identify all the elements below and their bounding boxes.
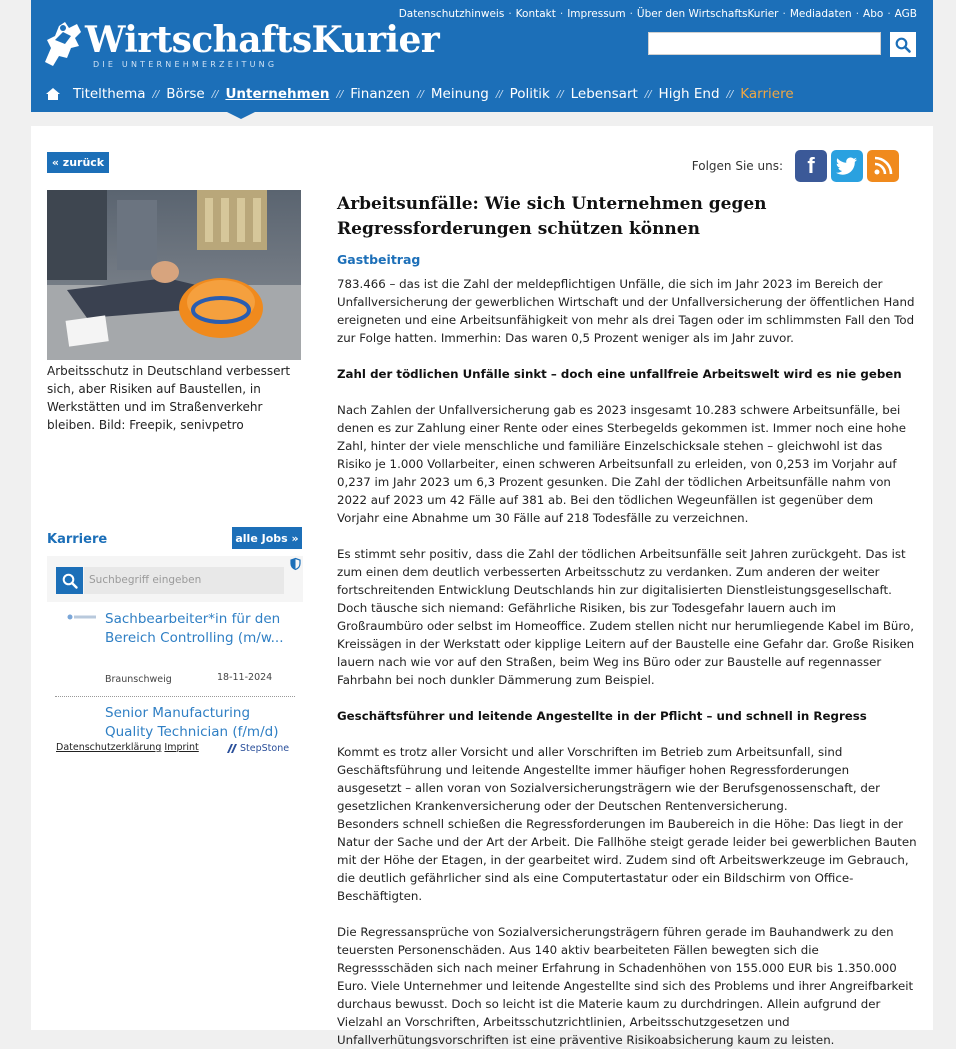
- nav-separator: //: [495, 88, 503, 100]
- meta-link-mediadaten[interactable]: Mediadaten: [789, 8, 852, 20]
- meta-links: Datenschutzhinweis · Kontakt · Impressum · Über den WirtschaftsKurier · Mediadaten · Abo · AGB: [398, 8, 917, 20]
- meta-link-agb[interactable]: AGB: [894, 8, 917, 20]
- site-search-input[interactable]: [648, 32, 881, 55]
- active-nav-indicator: [227, 112, 255, 119]
- follow-label: Folgen Sie uns:: [691, 159, 783, 173]
- nav-item-politik[interactable]: Politik: [509, 86, 550, 102]
- nav-item-meinung[interactable]: Meinung: [430, 86, 489, 102]
- home-icon[interactable]: [45, 87, 61, 101]
- nav-separator: //: [211, 88, 219, 100]
- privacy-link[interactable]: Datenschutzerklärung: [56, 742, 162, 753]
- meta-link-datenschutzhinweis[interactable]: Datenschutzhinweis: [398, 8, 505, 20]
- site-header: [31, 0, 933, 112]
- social-follow: [692, 150, 899, 182]
- nav-item-unternehmen[interactable]: Unternehmen: [225, 86, 330, 102]
- widget-legal-links: [56, 742, 199, 753]
- job-list-item[interactable]: [47, 602, 303, 697]
- nav-separator: //: [556, 88, 564, 100]
- imprint-link[interactable]: Imprint: [164, 742, 199, 753]
- job-widget: [47, 556, 303, 782]
- article-paragraph: Es stimmt sehr positiv, dass die Zahl der tödlichen Arbeitsunfälle seit Jahren zurückgeht. Das ist zum einen dem deutlich verbesserten Arbeitsschutz zu verdanken. Zum anderen der weiter fortschreitenden Entwicklung Deutschlands hin zur digitalisierten Dienstleistungsgesellschaft. Doch täusche sich niemand: Gefährliche Risiken, bis zur Todesgefahr lauern auch im Großraumbüro oder selbst im Homeoffice. Zudem stellen nicht nur herumliegende Kabel im Büro, Kreissägen in der Werkstatt oder kipplige Leitern auf der Baustelle eine Gefahr dar. Große Risiken lauern nach wie vor auf den Straßen, beim Weg ins Büro oder zur Baustelle auf regennasser Fahrbahn bei noch dunkler Dämmerung zum Beispiel.: [337, 547, 915, 687]
- meta-link-impressum[interactable]: Impressum: [567, 8, 626, 20]
- job-date: 18-11-2024: [217, 672, 273, 683]
- job-title[interactable]: Senior Manufacturing Quality Technician (f/m/d): [105, 705, 279, 740]
- nav-item-high-end[interactable]: High End: [658, 86, 720, 102]
- nav-item-karriere[interactable]: Karriere: [740, 86, 794, 102]
- search-icon: [62, 573, 78, 589]
- nav-separator: //: [726, 88, 734, 100]
- image-caption: Arbeitsschutz in Deutschland verbessert sich, aber Risiken auf Baustellen, in Werkstätten und im Straßenverkehr bleiben. Bild: Freepik, senivpetro: [47, 364, 291, 432]
- shield-icon[interactable]: [290, 558, 301, 570]
- stepstone-label: StepStone: [240, 743, 290, 754]
- stepstone-icon: [227, 744, 237, 753]
- nav-item-finanzen[interactable]: Finanzen: [350, 86, 411, 102]
- article: [337, 192, 917, 1049]
- nav-separator: //: [336, 88, 344, 100]
- meta-link-kontakt[interactable]: Kontakt: [515, 8, 556, 20]
- facebook-icon[interactable]: f: [795, 150, 827, 182]
- job-location: Braunschweig: [105, 674, 172, 685]
- rss-icon[interactable]: [867, 150, 899, 182]
- nav-separator: //: [417, 88, 424, 100]
- karriere-heading: Karriere: [47, 532, 108, 547]
- nav-item-boerse[interactable]: Börse: [166, 86, 205, 102]
- job-widget-footer: [47, 742, 303, 782]
- brand-name: WirtschaftsKurier: [85, 19, 440, 61]
- job-search-button[interactable]: [56, 567, 83, 594]
- meta-link-abo[interactable]: Abo: [863, 8, 884, 20]
- nav-item-lebensart[interactable]: Lebensart: [570, 86, 638, 102]
- article-paragraph: Besonders schnell schießen die Regressforderungen im Baubereich in die Höhe: Das liegt in der Natur der Sache und der Art der Arbeit. Die Fallhöhe steigt gerade leider bei gewerblichen Bauten mit der Höhe der Etagen, in der gearbeitet wird. Zudem sind oft Arbeitswerkzeuge im Gebrauch, die deutlich gefährlicher sind als eine Computertastatur oder ein Bildschirm von Office-Beschäftigten.: [337, 817, 917, 903]
- meta-link-ueber[interactable]: Über den WirtschaftsKurier: [636, 8, 779, 20]
- article-kicker: Gastbeitrag: [337, 252, 421, 267]
- article-headline: Arbeitsunfälle: Wie sich Unternehmen gegen Regressforderungen schützen können: [337, 194, 767, 239]
- search-icon: [895, 37, 911, 53]
- article-subheading: Zahl der tödlichen Unfälle sinkt – doch eine unfallfreie Arbeitswelt wird es nie geben: [337, 367, 902, 381]
- job-search-bar: [47, 556, 303, 602]
- brand-subtitle: DIE UNTERNEHMERZEITUNG: [93, 60, 278, 69]
- article-paragraph: Die Regressansprüche von Sozialversicherungsträgern führen gerade im Bauhandwerk zu den teuersten Personenschäden. Aus 140 aktiv bearbeiteten Fällen bewegten sich die Regressschäden sich nach meiner Erfahrung in Schadenhöhen von 155.000 EUR bis 1.350.000 Euro. Viele Unternehmer und leitende Angestellte sind sich des Problems und ihrer Angreifbarkeit durchaus bewusst. Doch so leicht ist die Materie kaum zu durchdringen. Allein aufgrund der Vielzahl an Vorschriften, Arbeitsschutzrichtlinien, Arbeitsschutzgesetzen und Unfallverhütungsvorschriften ist eine präventive Risikoabsicherung kaum zu leisten.: [337, 925, 914, 1047]
- rider-logo-icon: [41, 18, 85, 70]
- back-button[interactable]: « zurück: [47, 152, 109, 173]
- twitter-icon[interactable]: [831, 150, 863, 182]
- article-paragraph: Nach Zahlen der Unfallversicherung gab es 2023 insgesamt 10.283 schwere Arbeitsunfälle, bei denen es zur Zahlung einer Rente oder eines Sterbegelds gekommen ist. Immer noch eine hohe Zahl, hinter der viele menschliche und familiäre Einzelschicksale stehen – gleichwohl ist das Risiko je 1.000 Vollarbeiter, einen schweren Arbeitsunfall zu erleiden, von 0,253 im Vorjahr auf 0,237 im Jahr 2023 um 6,3 Prozent gesunken. Die Zahl der tödlichen Arbeitsunfälle nahm von 2022 auf 2023 um 42 Fälle auf 381 ab. Bei den tödlichen Wegeunfällen ist gegenüber dem Vorjahr eine Abnahme um 30 Fälle auf 218 Todesfälle zu verzeichnen.: [337, 403, 906, 525]
- article-subheading: Geschäftsführer und leitende Angestellte in der Pflicht – und schnell in Regress: [337, 709, 867, 723]
- article-paragraph: Kommt es trotz aller Vorsicht und aller Vorschriften im Betrieb zum Arbeitsunfall, sind Geschäftsführung und leitende Angestellte immer häufiger hohen Regressforderungen ausgesetzt – allen voran von Sozialversicherungsträgern wie der Berufsgenossenschaft, der gesetzlichen Krankenversicherung oder der Deutschen Rentenversicherung.: [337, 745, 880, 813]
- article-image: [47, 190, 301, 360]
- stepstone-logo[interactable]: [227, 743, 289, 754]
- nav-separator: //: [152, 88, 160, 100]
- content-area: [31, 126, 933, 1047]
- site-logo[interactable]: [41, 18, 440, 73]
- site-search-button[interactable]: [890, 32, 916, 57]
- job-title[interactable]: Sachbearbeiter*in für den Bereich Controlling (m/w...: [105, 611, 284, 646]
- all-jobs-button[interactable]: alle Jobs »: [232, 527, 302, 549]
- main-nav: [45, 86, 794, 102]
- nav-separator: //: [644, 88, 652, 100]
- article-paragraph: 783.466 – das ist die Zahl der meldepflichtigen Unfälle, die sich im Jahr 2023 im Bereich der Unfallversicherung der gewerblichen Wirtschaft und der Unfallversicherung der öffentlichen Hand ereigneten und eine Arbeitsunfähigkeit von mehr als drei Tagen oder im schlimmsten Fall den Tod zur Folge hatten. Immerhin: Das waren 0,5 Prozent weniger als im Jahr zuvor.: [337, 277, 915, 345]
- accident-photo-icon: [47, 190, 301, 360]
- company-logo-icon: [67, 614, 97, 620]
- nav-item-titelthema[interactable]: Titelthema: [73, 86, 146, 102]
- job-search-input[interactable]: Suchbegriff eingeben: [84, 567, 284, 594]
